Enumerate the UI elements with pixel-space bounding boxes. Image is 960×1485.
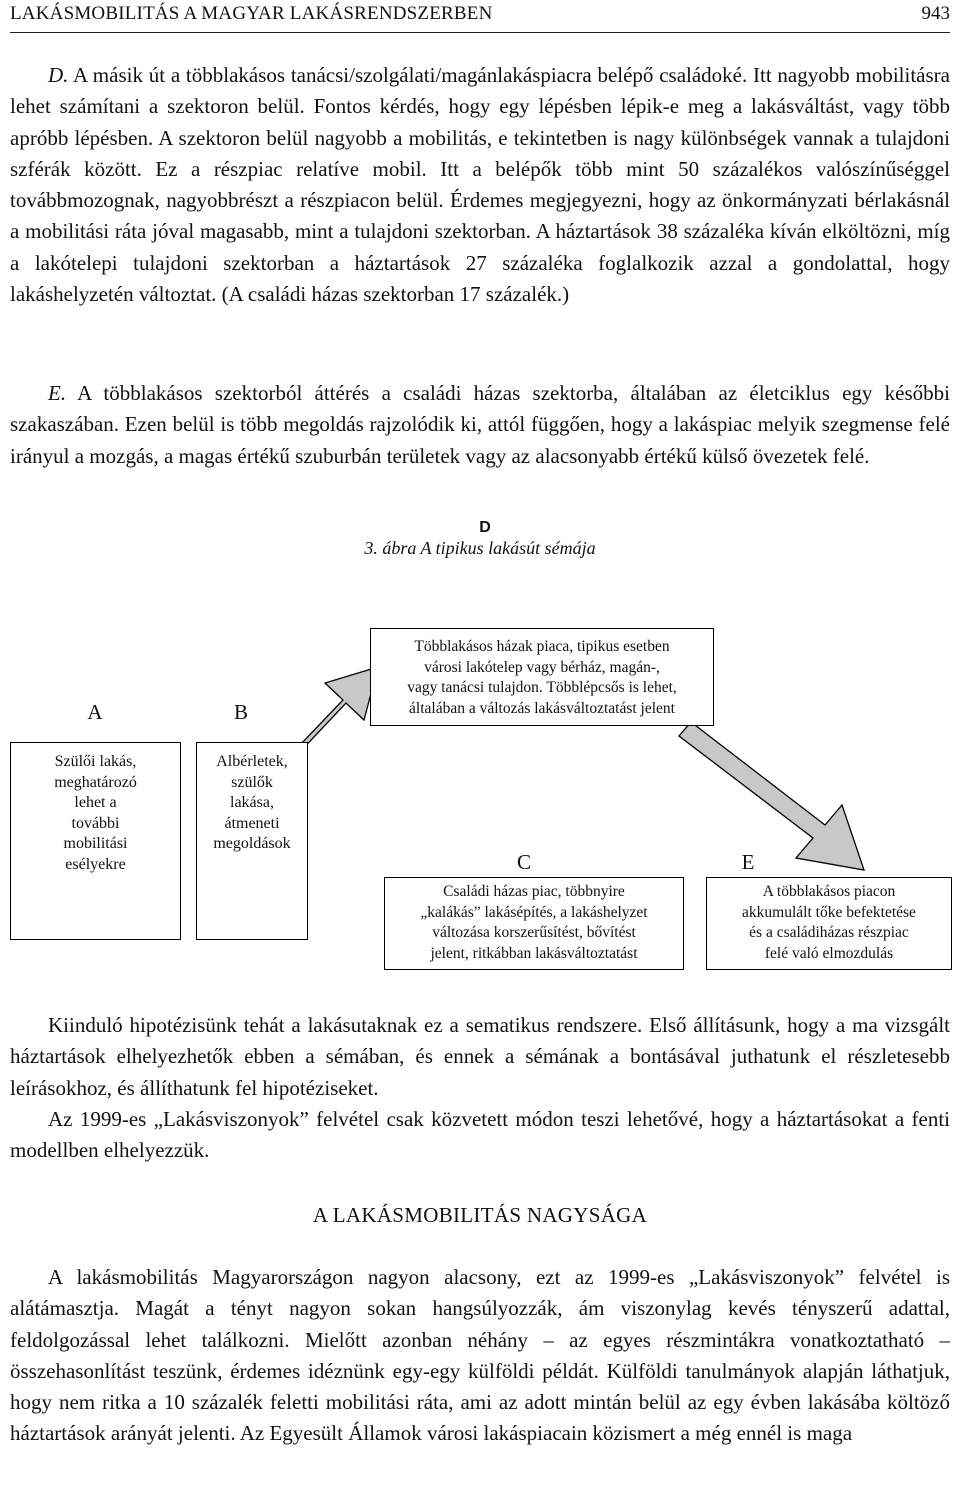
box-c-line: jelent, ritkábban lakásváltoztatást [430,944,638,962]
box-b-line: átmeneti [224,814,280,832]
box-a-line: meghatározó [54,773,137,791]
box-c-text [384,882,684,964]
figure-label-c: C [516,850,531,874]
box-e-text [706,882,952,964]
box-b-text [196,752,308,855]
paragraph-d-text: A másik út a többlakásos tanácsi/szolgálati/magánlakáspiacra belépő családoké. Itt nagyobb mobilitásra lehet számítani a szektoron belül. Fontos kérdés, hogy egy lépésben lépik-e meg a lakásváltást, vagy több apróbb lépésben. A szektoron belül nagyobb a mobilitás, e tekintetben is nagy különbségek vannak a tulajdoni szférák között. Ez a részpiac relatíve mobil. Itt a belépők több mint 50 százalékos valószínűséggel továbbmozognak, nagyobbrészt a részpiacon belül. Érdemes megjegyezni, hogy az önkormányzati bérlakásnál a mobilitási ráta jóval magasabb, mint a tulajdoni szektorban. A háztartások 38 százaléka kíván elköltözni, míg a lakótelepi tulajdoni szektorban a háztartások 27 százaléka foglalkozik azzal a gondolattal, hogy lakáshelyzetén változtat. (A családi házas szektorban 17 százalék.) [10,63,950,307]
box-b-line: lakása, [230,794,274,811]
figure-label-b: B [233,700,248,724]
figure-caption: 3. ábra A tipikus lakásút sémája [364,538,596,558]
box-e-line: akkumulált tőke befektetése [742,903,916,921]
paragraph-d-label: D. [48,63,69,87]
box-a-line: lehet a [74,794,117,811]
figure-label-e: E [741,850,755,874]
box-d-text [372,637,712,719]
paragraph-mobility: A lakásmobilitás Magyarországon nagyon alacsony, ezt az 1999-es „Lakásviszonyok” felvétel is alátámasztja. Magát a tényt nagyon sokan hangsúlyozzák, ám viszonylag kevés tényszerű adattal, feldolgozással lehet találkozni. Mielőtt azonban néhány – az egyes részmintákra vonatkoztatható – összehasonlítást teszünk, érdemes idéznünk egy-egy külföldi példát. Külföldi tanulmányok alapján láthatjuk, hogy nem ritka a 10 százalék feletti mobilitási ráta, ami az adott mintán belül az egy évben lakásába költöző háztartások arányát jelenti. Az Egyesült Államok városi lakáspiacain közismert a még ennél is maga [10,1265,950,1446]
paragraph-e-label: E. [48,381,67,405]
paragraph-hypothesis: Kiinduló hipotézisünk tehát a lakásutaknak ez a sematikus rendszere. Első állításunk, hogy a ma vizsgált háztartások elhelyezhetők ebben a sémában, és ennek a sémának a bontásával juthatunk el részletesebb leírásokhoz, és állíthatunk fel hipotéziseket. [10,1013,950,1100]
box-a-text [10,752,181,875]
box-c-line: „kalákás” lakásépítés, a lakáshelyzet [420,903,648,921]
page-number: 943 [921,3,950,24]
box-a-line: esélyekre [65,855,126,873]
box-c-line: Családi házas piac, többnyire [443,883,625,900]
box-c-line: változása korszerűsítést, bővítést [432,924,636,941]
box-b-line: Albérletek, [216,753,288,770]
paragraph-survey: Az 1999-es „Lakásviszonyok” felvétel csak közvetett módon teszi lehetővé, hogy a háztartásokat a fenti modellben elhelyezzük. [10,1107,950,1163]
figure-label-a: A [87,700,103,724]
box-d-line: általában a változás lakásváltoztatást jelent [409,699,675,717]
arrow-d-to-e [679,722,864,870]
box-e-line: és a családiházas részpiac [749,924,909,941]
box-b-line: szülők [231,773,273,791]
running-title: LAKÁSMOBILITÁS A MAGYAR LAKÁSRENDSZERBEN [10,3,493,24]
section-title: A LAKÁSMOBILITÁS NAGYSÁGA [312,1203,648,1227]
box-e-line: A többlakásos piacon [762,883,896,900]
box-e-line: felé való elmozdulás [764,944,894,962]
box-d-line: városi lakótelep vagy bérház, magán-, [424,658,660,676]
box-a-line: Szülői lakás, [54,753,137,770]
box-d-line: vagy tanácsi tulajdon. Többlépcsős is lehet, [407,679,677,696]
box-d-line: Többlakásos házak piaca, tipikus esetben [414,638,670,655]
paragraph-e-text: A többlakásos szektorból áttérés a családi házas szektorba, általában az életciklus egy későbbi szakaszában. Ezen belül is több megoldás rajzolódik ki, attól függően, hogy a lakáspiac melyik szegmense felé irányul a mozgás, a magas értékű szuburbán területek vagy az alacsonyabb értékű külső övezetek felé. [10,381,950,468]
box-a-line: további [71,814,120,832]
box-b-line: megoldások [213,835,291,852]
figure-d-marker: D [479,519,491,536]
box-a-line: mobilitási [63,835,128,852]
